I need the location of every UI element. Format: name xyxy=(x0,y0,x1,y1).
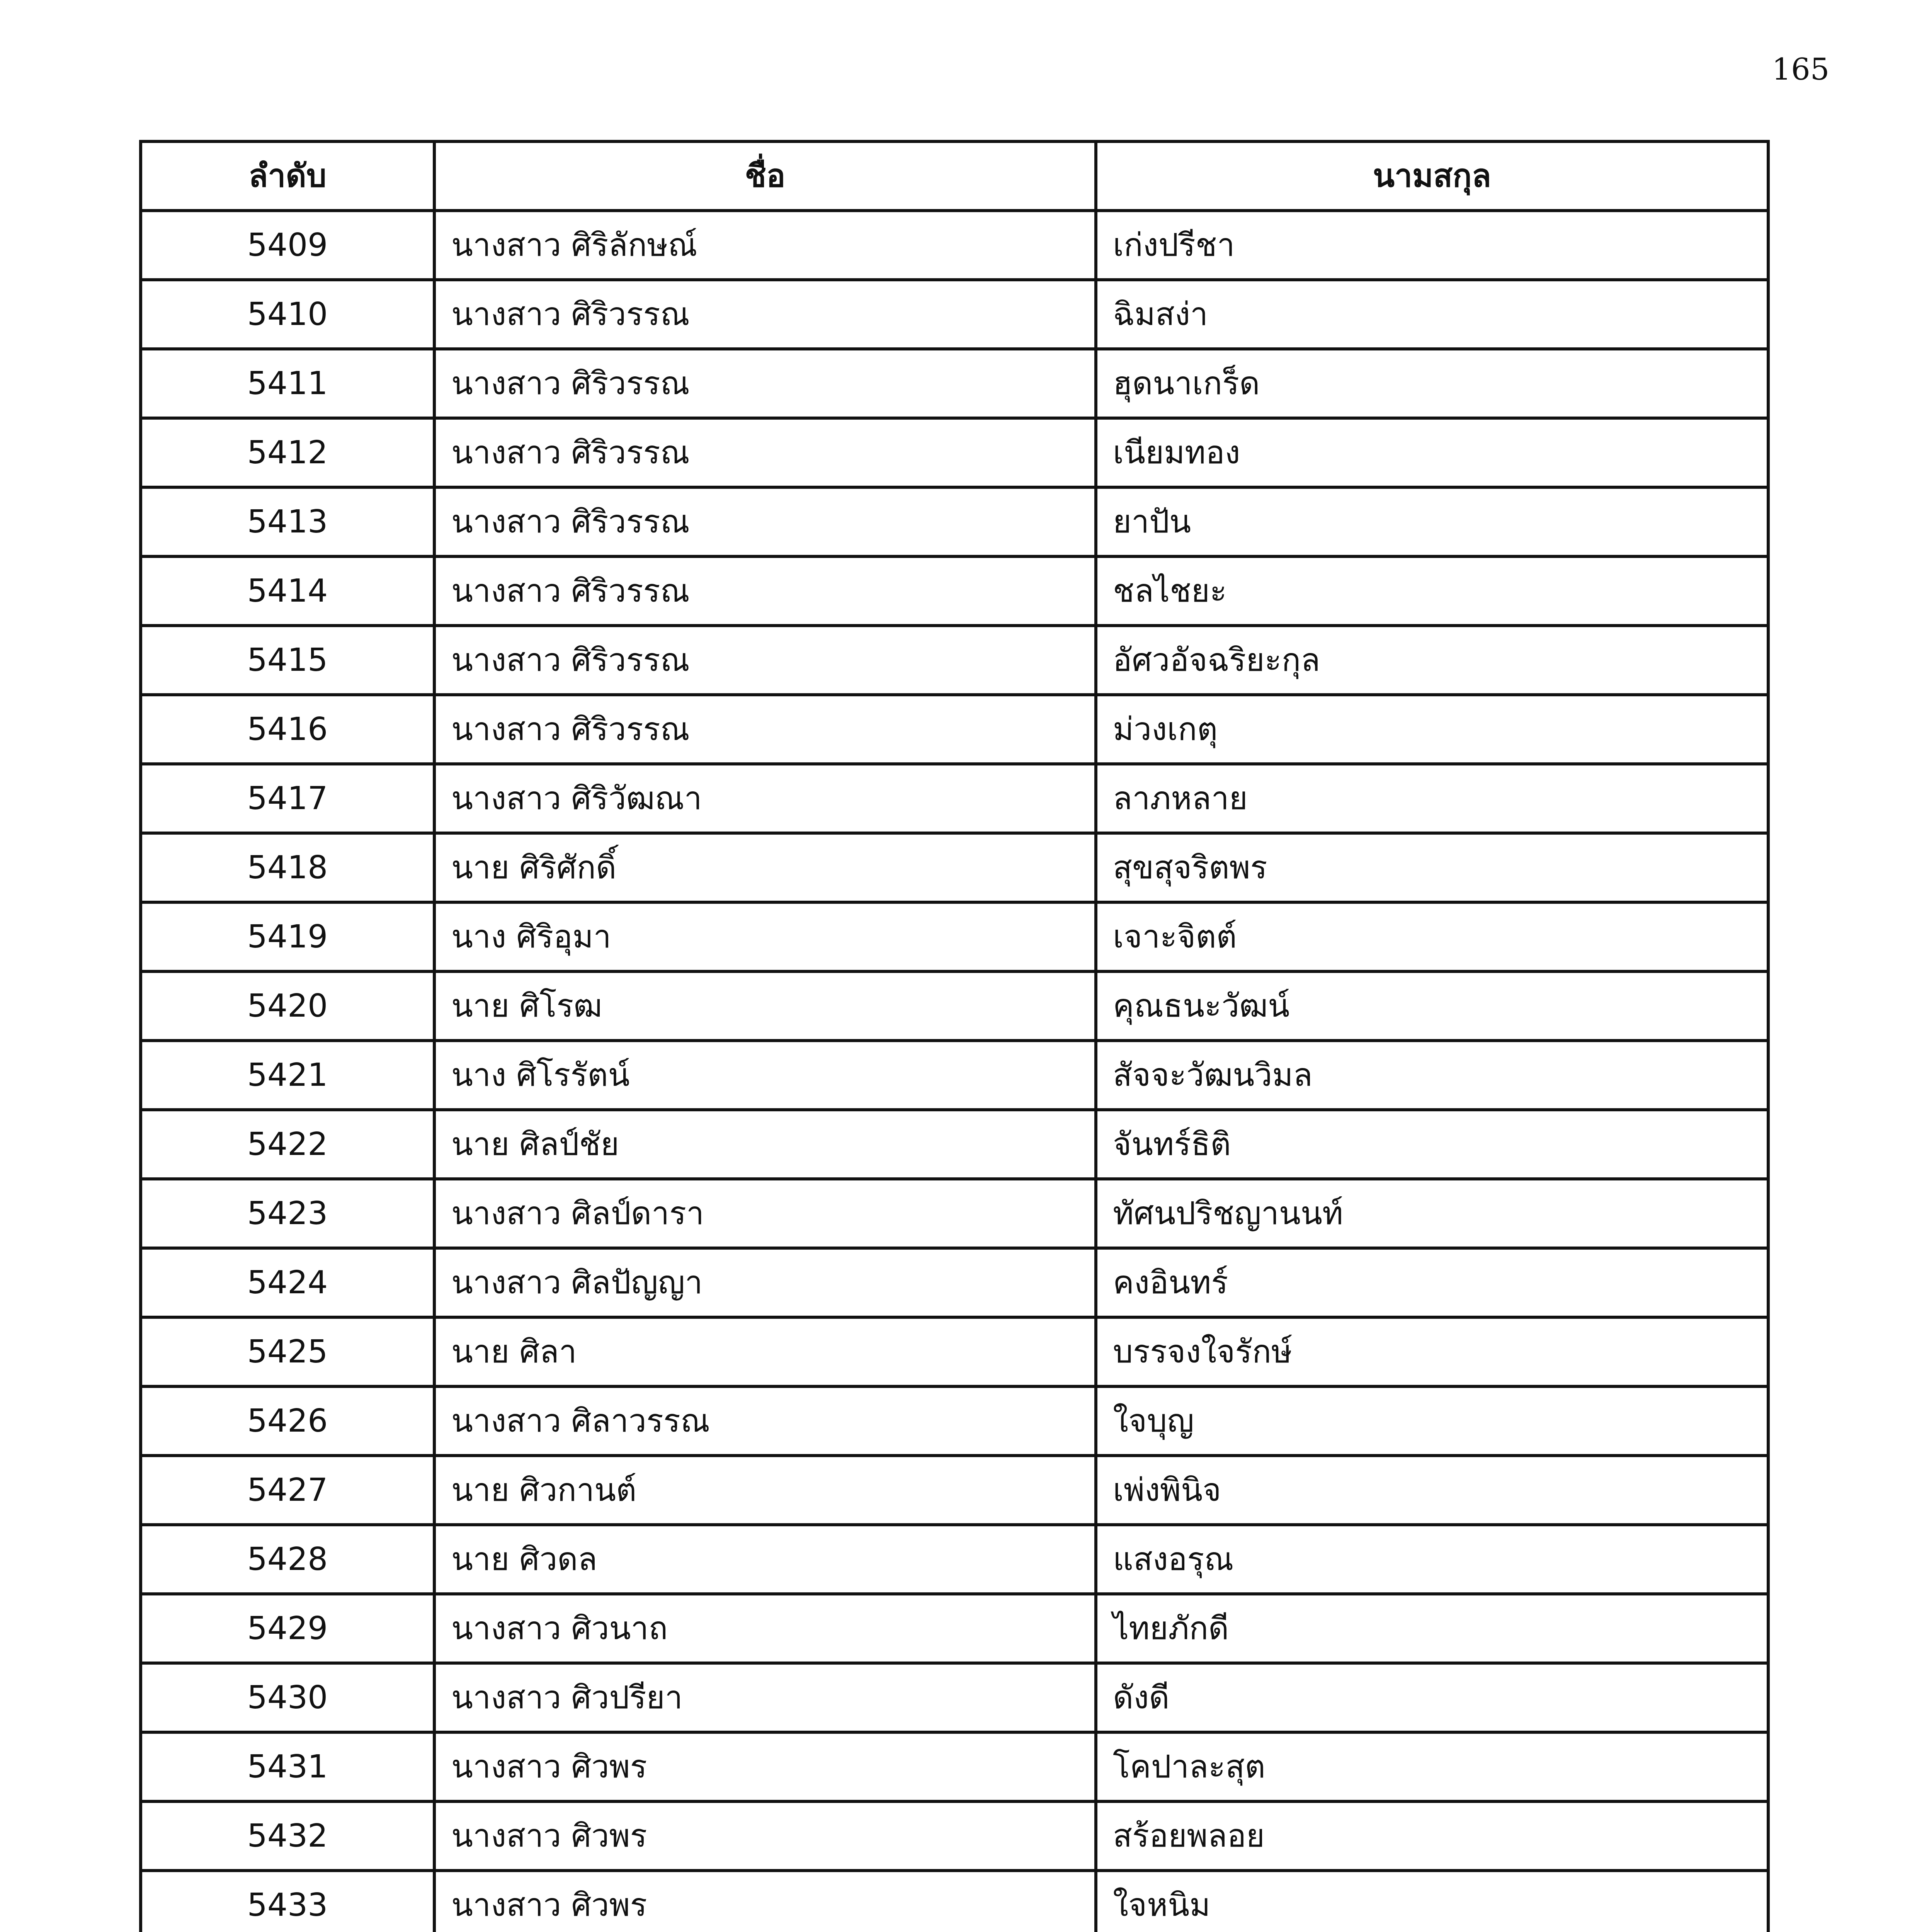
row-name-cell: นางสาว ศิลปัญญา xyxy=(434,1248,1096,1317)
row-order-cell: 5426 xyxy=(141,1386,434,1456)
table-row xyxy=(141,211,1768,280)
table-row xyxy=(141,556,1768,626)
row-name-cell: นางสาว ศิวนาถ xyxy=(434,1594,1096,1663)
row-name-cell: นาย ศิโรฒ xyxy=(434,971,1096,1041)
row-order-cell: 5430 xyxy=(141,1663,434,1732)
row-name-cell: นางสาว ศิวปรียา xyxy=(434,1663,1096,1732)
row-surname-cell: ใจบุญ xyxy=(1096,1386,1768,1456)
row-surname-cell: อัศวอัจฉริยะกุล xyxy=(1096,626,1768,695)
table-row xyxy=(141,695,1768,764)
table-row xyxy=(141,1179,1768,1248)
row-name-cell: นางสาว ศิวพร xyxy=(434,1871,1096,1932)
row-order-cell: 5425 xyxy=(141,1317,434,1386)
row-surname-cell: จันทร์ธิติ xyxy=(1096,1110,1768,1179)
row-order-cell: 5412 xyxy=(141,418,434,487)
header-surname: นามสกุล xyxy=(1096,141,1768,211)
row-order-cell: 5421 xyxy=(141,1041,434,1110)
row-name-cell: นางสาว ศิริวรรณ xyxy=(434,556,1096,626)
row-name-cell: นางสาว ศิวพร xyxy=(434,1732,1096,1801)
row-name-cell: นางสาว ศิริลักษณ์ xyxy=(434,211,1096,280)
row-order-cell: 5422 xyxy=(141,1110,434,1179)
row-name-cell: นางสาว ศิริวรรณ xyxy=(434,349,1096,418)
table-row xyxy=(141,833,1768,902)
row-order-cell: 5410 xyxy=(141,280,434,349)
row-surname-cell: โคปาละสุต xyxy=(1096,1732,1768,1801)
table-row xyxy=(141,626,1768,695)
table-row xyxy=(141,1663,1768,1732)
row-surname-cell: ทัศนปริชญานนท์ xyxy=(1096,1179,1768,1248)
row-surname-cell: สัจจะวัฒนวิมล xyxy=(1096,1041,1768,1110)
row-order-cell: 5419 xyxy=(141,902,434,971)
row-surname-cell: เนียมทอง xyxy=(1096,418,1768,487)
row-surname-cell: ชลไชยะ xyxy=(1096,556,1768,626)
row-order-cell: 5416 xyxy=(141,695,434,764)
row-surname-cell: เจาะจิตต์ xyxy=(1096,902,1768,971)
row-surname-cell: สุขสุจริตพร xyxy=(1096,833,1768,902)
row-order-cell: 5428 xyxy=(141,1525,434,1594)
table-row xyxy=(141,1386,1768,1456)
row-name-cell: นางสาว ศิลป์ดารา xyxy=(434,1179,1096,1248)
table-row xyxy=(141,280,1768,349)
row-surname-cell: ยาปัน xyxy=(1096,487,1768,556)
table-row xyxy=(141,1110,1768,1179)
row-surname-cell: สร้อยพลอย xyxy=(1096,1801,1768,1871)
row-surname-cell: ลาภหลาย xyxy=(1096,764,1768,833)
row-order-cell: 5415 xyxy=(141,626,434,695)
row-name-cell: นาย ศิลา xyxy=(434,1317,1096,1386)
row-name-cell: นางสาว ศิริวรรณ xyxy=(434,487,1096,556)
table-row xyxy=(141,1525,1768,1594)
row-order-cell: 5433 xyxy=(141,1871,434,1932)
page-number: 165 xyxy=(1772,52,1830,87)
row-order-cell: 5413 xyxy=(141,487,434,556)
row-order-cell: 5429 xyxy=(141,1594,434,1663)
table-row xyxy=(141,1732,1768,1801)
row-order-cell: 5424 xyxy=(141,1248,434,1317)
table-row xyxy=(141,1041,1768,1110)
row-name-cell: นาย ศิวกานต์ xyxy=(434,1456,1096,1525)
row-order-cell: 5411 xyxy=(141,349,434,418)
row-order-cell: 5431 xyxy=(141,1732,434,1801)
row-surname-cell: ไทยภักดี xyxy=(1096,1594,1768,1663)
row-name-cell: นางสาว ศิริวรรณ xyxy=(434,418,1096,487)
row-surname-cell: ฉิมสง่า xyxy=(1096,280,1768,349)
row-name-cell: นางสาว ศิริวัฒณา xyxy=(434,764,1096,833)
table-row xyxy=(141,1317,1768,1386)
table-row xyxy=(141,1248,1768,1317)
row-surname-cell: เพ่งพินิจ xyxy=(1096,1456,1768,1525)
table-header-row xyxy=(141,141,1768,211)
row-surname-cell: เก่งปรีชา xyxy=(1096,211,1768,280)
row-name-cell: นางสาว ศิริวรรณ xyxy=(434,626,1096,695)
row-name-cell: นางสาว ศิลาวรรณ xyxy=(434,1386,1096,1456)
row-surname-cell: บรรจงใจรักษ์ xyxy=(1096,1317,1768,1386)
table-row xyxy=(141,971,1768,1041)
row-order-cell: 5414 xyxy=(141,556,434,626)
row-name-cell: นาย ศิวดล xyxy=(434,1525,1096,1594)
row-order-cell: 5409 xyxy=(141,211,434,280)
row-name-cell: นาง ศิริอุมา xyxy=(434,902,1096,971)
row-name-cell: นางสาว ศิวพร xyxy=(434,1801,1096,1871)
table-row xyxy=(141,1871,1768,1932)
table-row xyxy=(141,418,1768,487)
table-row xyxy=(141,487,1768,556)
table-body xyxy=(141,211,1768,1932)
row-surname-cell: คงอินทร์ xyxy=(1096,1248,1768,1317)
row-surname-cell: ดังดี xyxy=(1096,1663,1768,1732)
row-order-cell: 5418 xyxy=(141,833,434,902)
row-order-cell: 5427 xyxy=(141,1456,434,1525)
table-row xyxy=(141,349,1768,418)
header-order: ลำดับ xyxy=(141,141,434,211)
row-name-cell: นางสาว ศิริวรรณ xyxy=(434,695,1096,764)
row-name-cell: นาย ศิริศักดิ์ xyxy=(434,833,1096,902)
row-surname-cell: คุณธนะวัฒน์ xyxy=(1096,971,1768,1041)
table-row xyxy=(141,1594,1768,1663)
row-name-cell: นางสาว ศิริวรรณ xyxy=(434,280,1096,349)
table-row xyxy=(141,1801,1768,1871)
row-order-cell: 5423 xyxy=(141,1179,434,1248)
row-order-cell: 5432 xyxy=(141,1801,434,1871)
row-surname-cell: ใจหนิม xyxy=(1096,1871,1768,1932)
row-surname-cell: ม่วงเกตุ xyxy=(1096,695,1768,764)
table-row xyxy=(141,902,1768,971)
row-name-cell: นาง ศิโรรัตน์ xyxy=(434,1041,1096,1110)
row-surname-cell: ฮุดนาเกร็ด xyxy=(1096,349,1768,418)
header-name: ชื่อ xyxy=(434,141,1096,211)
row-order-cell: 5417 xyxy=(141,764,434,833)
row-order-cell: 5420 xyxy=(141,971,434,1041)
name-list-table xyxy=(139,140,1770,1932)
row-name-cell: นาย ศิลป์ชัย xyxy=(434,1110,1096,1179)
table-row xyxy=(141,764,1768,833)
table-row xyxy=(141,1456,1768,1525)
row-surname-cell: แสงอรุณ xyxy=(1096,1525,1768,1594)
